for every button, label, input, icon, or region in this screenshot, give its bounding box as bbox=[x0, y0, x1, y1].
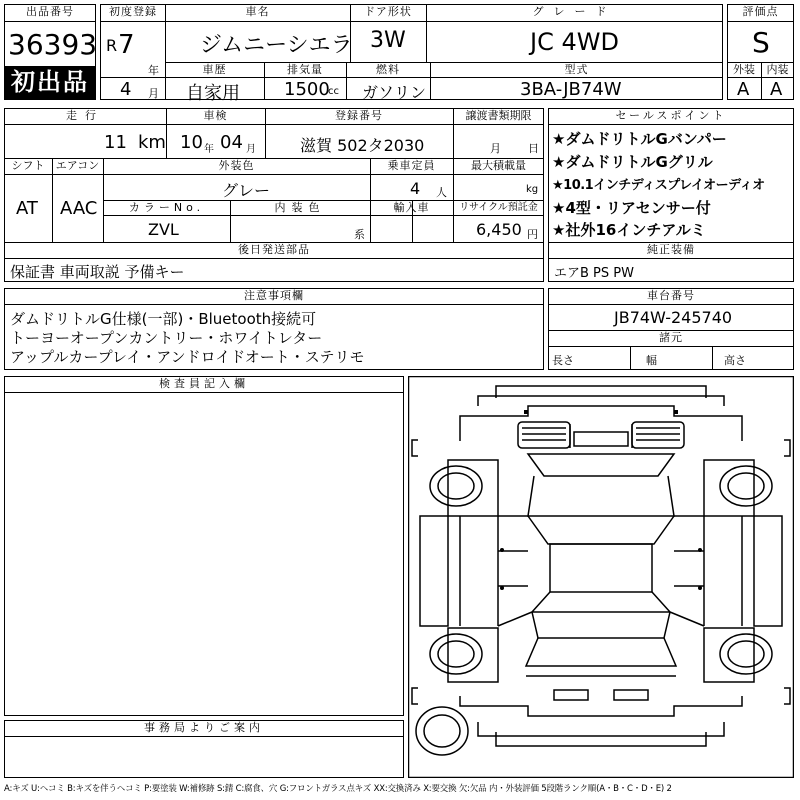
registration-year: 7 bbox=[118, 30, 135, 60]
exterior-label: 外装 bbox=[733, 63, 755, 76]
transfer-day-unit: 日 bbox=[528, 142, 539, 155]
note-line: ダムドリトルG仕様(一部)・Bluetooth接続可 bbox=[10, 310, 317, 328]
color-number-label: カラーNo. bbox=[128, 201, 205, 214]
mileage-label: 走行 bbox=[66, 109, 104, 122]
lot-number: 36393 bbox=[8, 28, 98, 61]
model-label: 型式 bbox=[564, 63, 589, 76]
inspection-year: 10 bbox=[180, 132, 203, 153]
recycle-deposit: 6,450 bbox=[476, 220, 522, 239]
sales-points-label: セールスポイント bbox=[615, 109, 727, 122]
capacity: 4 bbox=[410, 179, 421, 198]
notes-label: 注意事項欄 bbox=[244, 289, 304, 302]
inspector-box bbox=[4, 376, 404, 716]
door-type: 3W bbox=[370, 28, 406, 53]
year-unit: 年 bbox=[148, 64, 159, 77]
exterior-grade: A bbox=[737, 79, 750, 100]
sales-point-item: ★ダムドリトルGバンパー bbox=[552, 130, 727, 148]
width-label: 幅 bbox=[646, 354, 657, 367]
interior-color-label: 内装色 bbox=[274, 201, 326, 214]
sales-point-item: ★10.1インチディスプレイオーディオ bbox=[552, 178, 765, 193]
history-label: 車歴 bbox=[202, 63, 227, 76]
interior-label: 内装 bbox=[766, 63, 789, 76]
displacement: 1500 bbox=[284, 79, 330, 100]
exterior-color-label: 外装色 bbox=[218, 159, 255, 172]
max-load-label: 最大積載量 bbox=[471, 159, 526, 172]
shift-label: シフト bbox=[11, 159, 45, 172]
fuel: ガソリン bbox=[362, 83, 427, 102]
standard-equipment: エアB PS PW bbox=[554, 266, 634, 281]
max-load-unit: kg bbox=[526, 184, 539, 195]
recycle-deposit-label: リサイクル預託金 bbox=[459, 202, 538, 213]
later-parts-label: 後日発送部品 bbox=[238, 243, 310, 256]
history: 自家用 bbox=[186, 83, 240, 104]
chassis-label: 車台番号 bbox=[647, 289, 695, 302]
grade: JC 4WD bbox=[530, 28, 619, 56]
later-parts: 保証書 車両取説 予備キー bbox=[10, 263, 185, 281]
plate-label: 登録番号 bbox=[335, 109, 383, 122]
door-type-label: ドア形状 bbox=[364, 5, 412, 18]
displacement-unit: cc bbox=[328, 86, 339, 97]
length-label: 長さ bbox=[552, 354, 574, 367]
inspection-month: 04 bbox=[220, 132, 243, 153]
displacement-label: 排気量 bbox=[287, 63, 323, 76]
registration-month: 4 bbox=[120, 79, 132, 100]
fuel-label: 燃料 bbox=[376, 63, 400, 76]
grade-label: グレード bbox=[532, 5, 617, 18]
color-number: ZVL bbox=[148, 220, 179, 239]
inspection-label: 車検 bbox=[203, 109, 228, 122]
car-name: ジムニーシエラ bbox=[200, 33, 353, 58]
inspector-label: 検査員記入欄 bbox=[159, 377, 249, 390]
era: R bbox=[106, 36, 118, 55]
mileage: 11 bbox=[104, 132, 127, 153]
chassis-number: JB74W-245740 bbox=[614, 308, 733, 327]
vehicle-details-box bbox=[4, 108, 544, 243]
lot-number-label: 出品番号 bbox=[26, 5, 74, 18]
registration-plate: 滋賀 502タ2030 bbox=[300, 136, 425, 155]
office-label: 事務局よりご案内 bbox=[144, 721, 264, 734]
inspection-year-unit: 年 bbox=[204, 144, 214, 155]
damage-legend: A:キズ U:ヘコミ B:キズを伴うヘコミ P:要塗装 W:補修跡 S:錆 C:腐食、穴 G:フロントガラス点キズ XX:交換済み X:要交換 欠:欠品 内・外装評価 5段階ランク順(A・B・C・D・E) 2 bbox=[4, 784, 672, 794]
first-registration-label: 初度登録 bbox=[109, 5, 157, 18]
transfer-document-label: 譲渡書類期限 bbox=[465, 109, 532, 122]
interior-color-unit: 系 bbox=[354, 228, 365, 241]
score: S bbox=[752, 26, 770, 59]
mileage-unit: km bbox=[138, 132, 166, 153]
height-label: 高さ bbox=[724, 354, 746, 367]
sales-point-item: ★社外16インチアルミ bbox=[552, 221, 706, 239]
note-line: トーヨーオープンカントリー・ホワイトレター bbox=[10, 329, 323, 347]
month-unit: 月 bbox=[148, 87, 159, 100]
score-label: 評価点 bbox=[742, 5, 779, 18]
sales-point-item: ★4型・リアセンサー付 bbox=[552, 199, 711, 217]
inspection-month-unit: 月 bbox=[246, 144, 256, 155]
specs-label: 諸元 bbox=[659, 331, 683, 344]
capacity-unit: 人 bbox=[436, 186, 447, 199]
exterior-color: グレー bbox=[222, 181, 271, 200]
car-diagram bbox=[408, 376, 794, 778]
note-line: アップルカープレイ・アンドロイドオート・ステリモ bbox=[10, 348, 365, 366]
standard-equipment-label: 純正装備 bbox=[647, 243, 695, 256]
shift: AT bbox=[16, 198, 38, 219]
ac-label: エアコン bbox=[55, 159, 100, 172]
model: 3BA-JB74W bbox=[520, 79, 622, 100]
recycle-unit: 円 bbox=[527, 228, 538, 241]
first-listing-badge: 初出品 bbox=[5, 66, 95, 99]
transfer-month-unit: 月 bbox=[490, 142, 501, 155]
import-label: 輸入車 bbox=[393, 201, 430, 214]
air-conditioning: AAC bbox=[60, 198, 98, 219]
car-name-label: 車名 bbox=[245, 5, 270, 18]
interior-grade: A bbox=[770, 79, 783, 100]
capacity-label: 乗車定員 bbox=[387, 159, 436, 172]
sales-point-item: ★ダムドリトルGグリル bbox=[552, 153, 713, 171]
